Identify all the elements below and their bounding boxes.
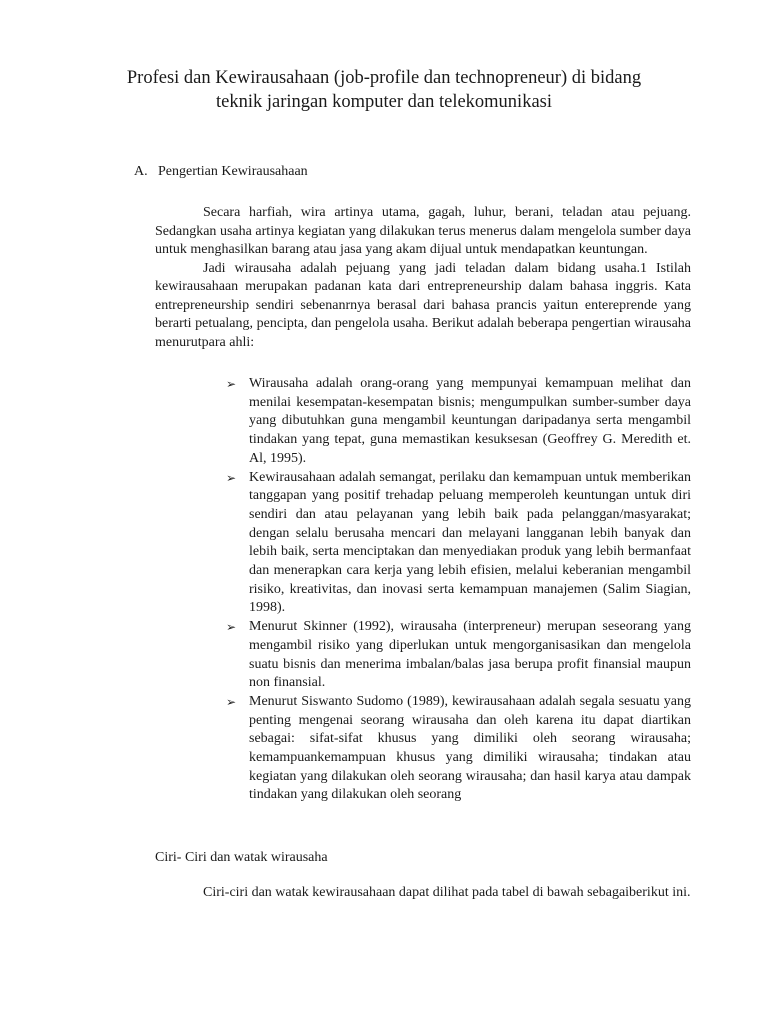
list-item [226,375,691,469]
section-heading-text: Pengertian Kewirausahaan [158,164,308,179]
document-title [100,66,668,114]
arrow-bullet-icon: ➢ [226,470,237,485]
section-heading [134,163,308,181]
list-item [226,693,691,805]
intro-paragraphs [155,204,691,352]
list-item-text: Menurut Siswanto Sudomo (1989), kewirausahaan adalah segala sesuatu yang penting mengenai seorang wirausaha dan oleh karena itu dapat diartikan sebagai: sifat-sifat khusus yang dimiliki oleh seorang wirausaha; kemampuankemampuan khusus yang dimiliki wirausaha; tindakan atau kegiatan yang dilakukan oleh seorang wirausaha; dan hasil karya atau dampak tindakan yang dilakukan oleh seorang [249,693,691,803]
list-item-text: Kewirausahaan adalah semangat, perilaku dan kemampuan untuk memberikan tanggapan yang positif trehadap peluang memperoleh keuntungan untuk diri sendiri dan atau pelayanan yang lebih baik pada pelanggan/masyarakat; dengan selalu berusaha mencari dan melayani langganan lebih banyak dan lebih baik, serta menciptakan dan menyediakan produk yang lebih bermanfaat dan menerapkan cara kerja yang lebih efisien, melalui keberanian mengambil risiko, kreativitas, dan inovasi serta kemampuan manajemen (Salim Siagian, 1998). [249,469,691,616]
expert-definitions-list [226,375,691,805]
section-letter: A. [134,164,148,179]
arrow-bullet-icon: ➢ [226,620,237,635]
closing-paragraph: Ciri-ciri dan watak kewirausahaan dapat dilihat pada tabel di bawah sebagaiberikut ini. [203,885,691,900]
list-item-text: Wirausaha adalah orang-orang yang mempunyai kemampuan melihat dan menilai kesempatan-kesempatan bisnis; mengumpulkan sumber-sumber daya yang dibutuhkan guna mengambil keuntungan daripadanya serta mengambil tindakan yang tepat, guna memastikan kesuksesan (Geoffrey G. Meredith et. Al, 1995). [249,376,691,466]
arrow-bullet-icon: ➢ [226,377,237,391]
list-item [226,469,691,619]
title-line-2: teknik jaringan komputer dan telekomunikasi [216,92,552,112]
arrow-bullet-icon: ➢ [226,694,237,709]
subheading-characteristics: Ciri- Ciri dan watak wirausaha [155,850,328,865]
title-line-1: Profesi dan Kewirausahaan (job-profile dan technopreneur) di bidang [126,68,642,88]
paragraph-entrepreneurship: Jadi wirausaha adalah pejuang yang jadi teladan dalam bidang usaha.1 Istilah kewirausahaan merupakan padanan kata dari entrepreneurship dalam bahasa inggris. Kata entrepreneurship sendiri sebenanrnya berasal dari bahasa prancis yaitun entereprende yang berarti petualang, pencipta, dan pengelola usaha. Berikut adalah beberapa pengertian wirausaha menurutpara ahli: [155,260,691,350]
paragraph-definition: Secara harfiah, wira artinya utama, gagah, luhur, berani, teladan atau pejuang. Sedangkan usaha artinya kegiatan yang dilakukan terus menerus dalam mengelola sumber daya untuk menghasilkan barang atau jasa yang akam dijual untuk mendapatkan keuntungan. [155,205,691,257]
list-item [226,618,691,693]
list-item-text: Menurut Skinner (1992), wirausaha (interpreneur) merupan seseorang yang mengambil risiko yang diperlukan untuk mengorganisasikan dan mengelola suatu bisnis dan menerima imbalan/balas jasa berupa profit finansial maupun non finansial. [249,619,691,691]
